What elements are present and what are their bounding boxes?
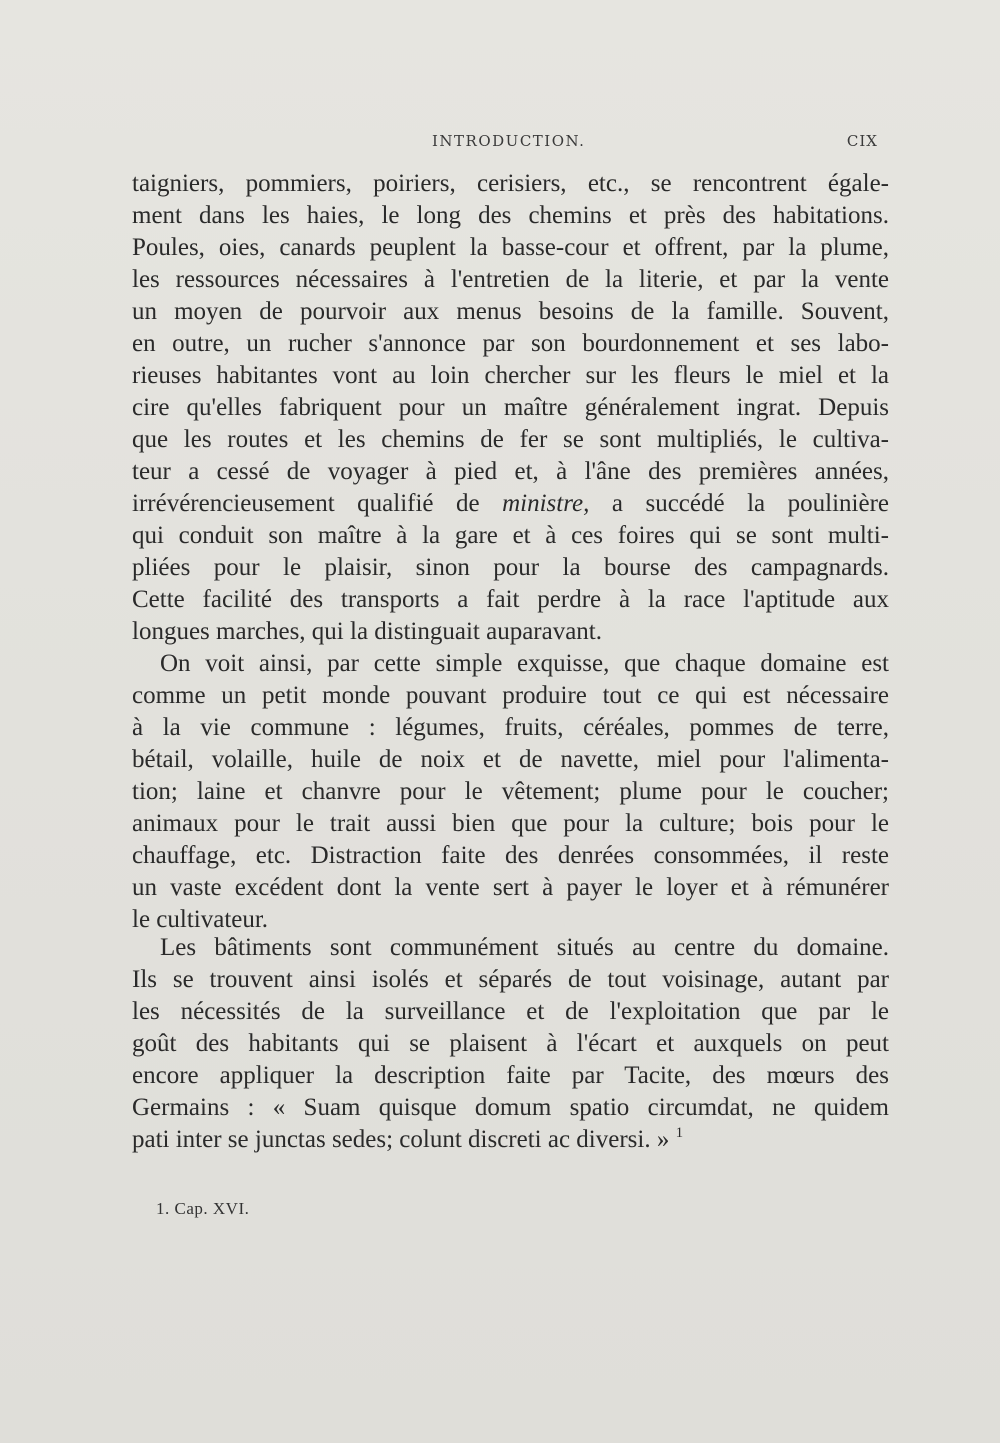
footnote: 1. Cap. XVI. <box>156 1199 250 1218</box>
text-line: que les routes et les chemins de fer se sont multipliés, le cultiva- <box>132 426 889 453</box>
text-line: comme un petit monde pouvant produire tout ce qui est nécessaire <box>132 682 889 709</box>
text-line: Les bâtiments sont communément situés au centre du domaine. <box>160 934 889 961</box>
text-line: Germains : « Suam quisque domum spatio circumdat, ne quidem <box>132 1094 889 1121</box>
text-line <box>132 1124 889 1156</box>
text-line: goût des habitants qui se plaisent à l'écart et auxquels on peut <box>132 1030 889 1057</box>
text-line: Cette facilité des transports a fait perdre à la race l'aptitude aux <box>132 586 889 613</box>
text-line: Poules, oies, canards peuplent la basse-cour et offrent, par la plume, <box>132 234 889 261</box>
footnote-ref: 1 <box>675 1125 684 1141</box>
text-line: chauffage, etc. Distraction faite des denrées consommées, il reste <box>132 842 889 869</box>
italic-word: ministre, <box>502 490 590 517</box>
text-line: en outre, un rucher s'annonce par son bourdonnement et ses labo- <box>132 330 889 357</box>
text-line: tion; laine et chanvre pour le vêtement; plume pour le coucher; <box>132 778 889 805</box>
text-line: le cultivateur. <box>132 906 269 933</box>
text-segment: a succédé la poulinière <box>611 490 889 517</box>
text-line: un moyen de pourvoir aux menus besoins de la famille. Souvent, <box>132 298 889 325</box>
text-line: ment dans les haies, le long des chemins et près des habitations. <box>132 202 889 229</box>
text-line: taigniers, pommiers, poiriers, cerisiers, etc., se rencontrent égale- <box>132 170 889 197</box>
text-line: encore appliquer la description faite par Tacite, des mœurs des <box>132 1062 889 1089</box>
text-line: cire qu'elles fabriquent pour un maître généralement ingrat. Depuis <box>132 394 889 421</box>
page-number: CIX <box>846 132 878 150</box>
text-line: à la vie commune : légumes, fruits, céréales, pommes de terre, <box>132 714 889 741</box>
text-line: les nécessités de la surveillance et de l'exploitation que par le <box>132 998 889 1025</box>
text-line: qui conduit son maître à la gare et à ces foires qui se sont multi- <box>132 522 889 549</box>
text-line: longues marches, qui la distinguait auparavant. <box>132 618 603 645</box>
running-head-title: INTRODUCTION. <box>432 132 586 150</box>
text-line: les ressources nécessaires à l'entretien de la literie, et par la vente <box>132 266 889 293</box>
text-line: bétail, volaille, huile de noix et de navette, miel pour l'alimenta- <box>132 746 889 773</box>
running-head <box>132 128 878 154</box>
text-line: un vaste excédent dont la vente sert à payer le loyer et à rémunérer <box>132 874 889 901</box>
text-line: teur a cessé de voyager à pied et, à l'âne des premières années, <box>132 458 889 485</box>
text-line <box>132 488 889 520</box>
text-line: Ils se trouvent ainsi isolés et séparés de tout voisinage, autant par <box>132 966 889 993</box>
text-line: On voit ainsi, par cette simple exquisse, que chaque domaine est <box>160 650 889 677</box>
text-line: rieuses habitantes vont au loin chercher sur les fleurs le miel et la <box>132 362 889 389</box>
text-line: animaux pour le trait aussi bien que pour la culture; bois pour le <box>132 810 889 837</box>
text-segment: pati inter se junctas sedes; colunt discreti ac diversi. » <box>132 1126 670 1153</box>
text-segment: irrévérencieusement qualifié de <box>132 490 480 517</box>
text-line: pliées pour le plaisir, sinon pour la bourse des campagnards. <box>132 554 889 581</box>
